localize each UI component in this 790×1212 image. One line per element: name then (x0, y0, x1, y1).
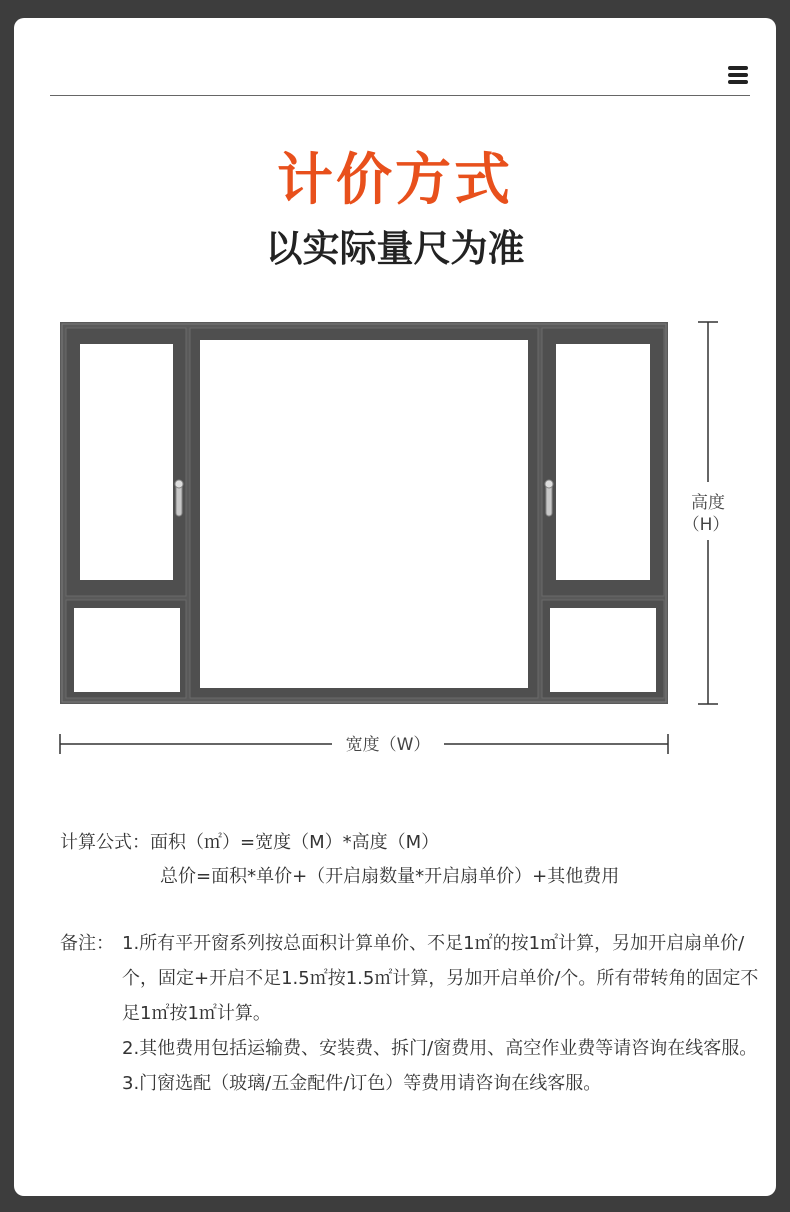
note-item-1: 1.所有平开窗系列按总面积计算单价、不足1㎡的按1㎡计算，另加开启扇单价/个，固定+开启不足1.5㎡按1.5㎡计算，另加开启单价/个。所有带转角的固定不足1㎡按1㎡计算。 (122, 933, 759, 1024)
page-title: 计价方式 (277, 148, 513, 213)
formula-total: 总价=面积*单价+（开启扇数量*开启扇单价）+其他费用 (160, 866, 620, 887)
right-sash-glass (556, 344, 650, 580)
notes-label: 备注： (60, 933, 114, 954)
header-divider (50, 95, 750, 96)
left-lower-glass (74, 608, 180, 692)
right-lower-glass (550, 608, 656, 692)
formula-area: 面积（㎡）=宽度（M）*高度（M） (150, 832, 440, 853)
hamburger-menu-icon[interactable] (728, 66, 748, 86)
content-card (14, 18, 776, 1196)
notes-section (60, 926, 760, 1101)
left-sash-glass (80, 344, 173, 580)
pricing-formula (60, 826, 619, 894)
width-label: 宽度（W） (345, 735, 431, 755)
height-label: 高度 (691, 493, 725, 513)
center-fixed-glass (200, 340, 528, 688)
height-unit-label: （H） (682, 515, 730, 535)
note-item-3: 3.门窗选配（玻璃/五金配件/订色）等费用请咨询在线客服。 (122, 1073, 602, 1094)
left-handle-icon (175, 480, 183, 516)
note-item-2: 2.其他费用包括运输费、安装费、拆门/窗费用、高空作业费等请咨询在线客服。 (122, 1038, 758, 1059)
formula-label: 计算公式： (60, 832, 150, 853)
right-handle-icon (545, 480, 553, 516)
height-dimension (698, 322, 718, 704)
window-diagram (44, 308, 744, 778)
page-subtitle: 以实际量尺为准 (265, 227, 525, 270)
